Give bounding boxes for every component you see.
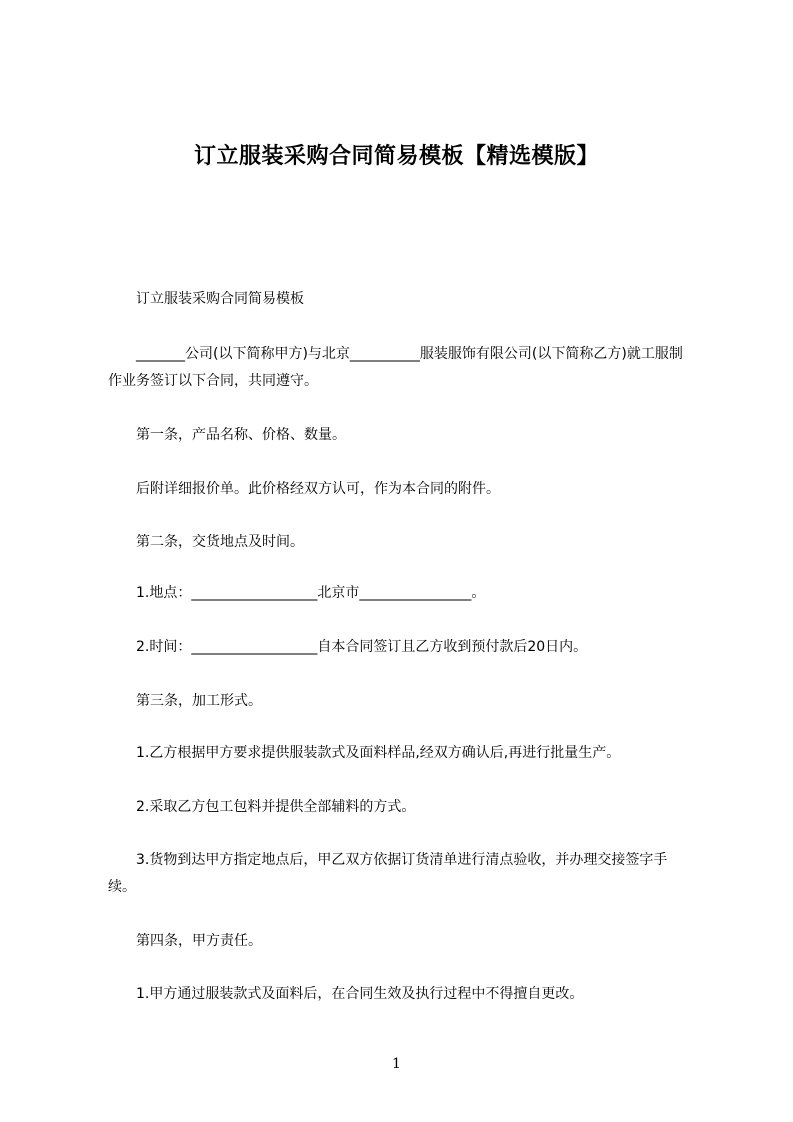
article-3-item-2: 2.采取乙方包工包料并提供全部辅料的方式。 bbox=[136, 799, 416, 815]
article-1-text: 后附详细报价单。此价格经双方认可，作为本合同的附件。 bbox=[136, 481, 500, 497]
article-4-heading: 第四条，甲方责任。 bbox=[136, 933, 262, 949]
article-3-heading: 第三条，加工形式。 bbox=[136, 693, 262, 709]
page-number: 1 bbox=[392, 1056, 401, 1072]
article-1-heading: 第一条，产品名称、价格、数量。 bbox=[136, 427, 346, 443]
article-3-item-3: 3.货物到达甲方指定地点后，甲乙双方依据订货清单进行清点验收，并办理交接签字手续。 bbox=[108, 852, 668, 895]
article-2-item-1: 1.地点：__________________北京市________________。 bbox=[136, 585, 486, 601]
document-title: 订立服装采购合同简易模板【精选模版】 bbox=[193, 144, 599, 169]
subtitle-paragraph: 订立服装采购合同简易模板 bbox=[136, 291, 304, 307]
article-2-item-2: 2.时间：__________________自本合同签订且乙方收到预付款后20日内。 bbox=[136, 639, 588, 655]
article-2-heading: 第二条，交货地点及时间。 bbox=[136, 534, 304, 550]
article-4-item-1: 1.甲方通过服装款式及面料后，在合同生效及执行过程中不得擅自更改。 bbox=[136, 986, 584, 1002]
article-3-item-1: 1.乙方根据甲方要求提供服装款式及面料样品,经双方确认后,再进行批量生产。 bbox=[136, 745, 621, 761]
intro-paragraph: _______公司(以下简称甲方)与北京__________服装服饰有限公司(以下简称乙方)就工服制作业务签订以下合同，共同遵守。 bbox=[108, 346, 683, 389]
